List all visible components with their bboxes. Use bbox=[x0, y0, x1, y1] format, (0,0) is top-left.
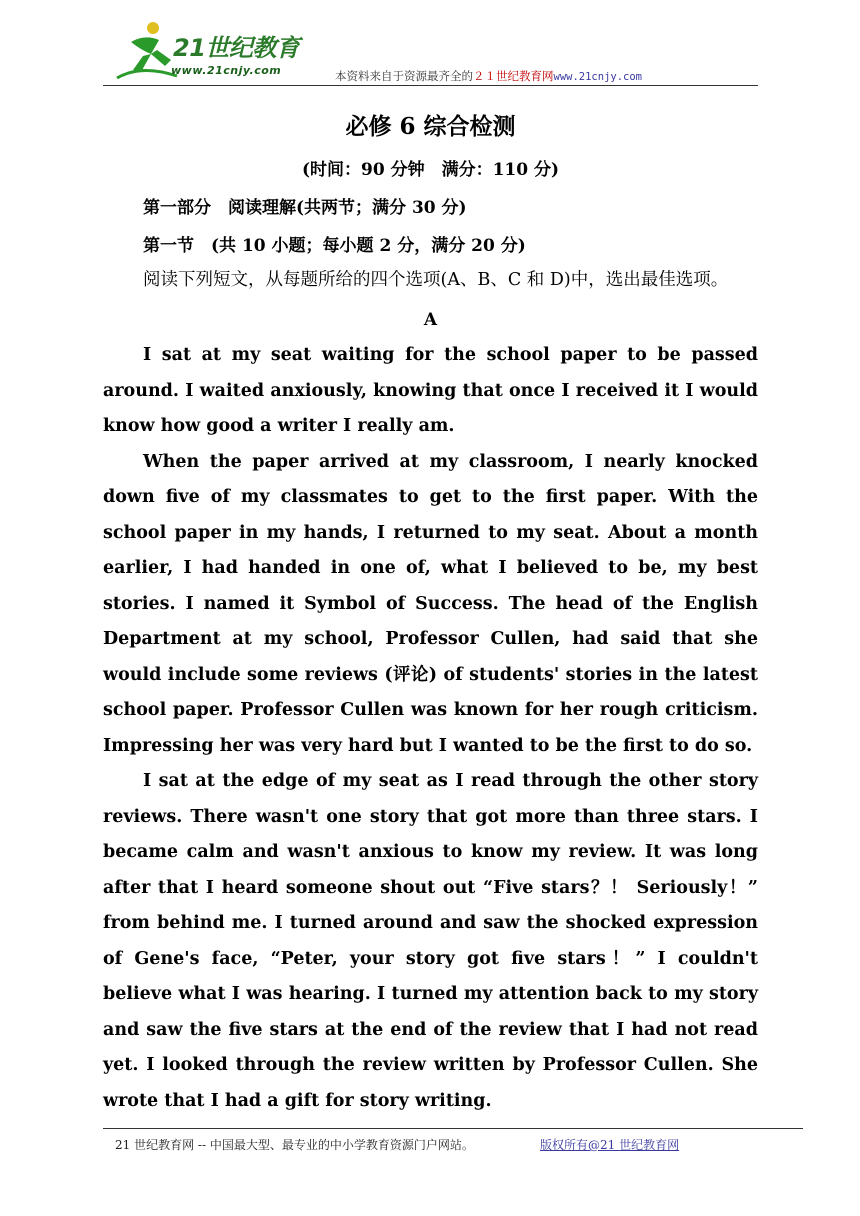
source-url-link[interactable]: www.21cnjy.com bbox=[553, 71, 643, 83]
passage-paragraph: When the paper arrived at my classroom, I nearly knocked down five of my classmates to get to the first paper. With the school paper in my hands, I returned to my seat. About a month earlier, I had handed in one of, what I believed to be, my best stories. I named it Symbol of Success. The head of the English Department at my school, Professor Cullen, had said that she would include some reviews (评论) of students' stories in the latest school paper. Professor Cullen was known for her rough criticism. Impressing her was very hard but I wanted to be the first to do so. bbox=[103, 451, 758, 756]
source-prefix: 本资料来自于资源最齐全的 bbox=[335, 69, 473, 83]
footer-text: 21 世纪教育网 -- 中国最大型、最专业的中小学教育资源门户网站。 bbox=[115, 1138, 474, 1152]
page-title: 必修 6 综合检测 bbox=[345, 113, 516, 140]
header-source-line bbox=[335, 68, 642, 84]
logo-url-text: www.21cnjy.com bbox=[171, 64, 282, 77]
page-header bbox=[103, 14, 758, 86]
passage-label: A bbox=[423, 310, 438, 330]
footer-divider bbox=[103, 1128, 803, 1129]
logo-brand-text: 21世纪教育 bbox=[173, 34, 300, 62]
exam-meta: (时间：90 分钟 满分：110 分) bbox=[301, 160, 560, 180]
passage-paragraph: I sat at the edge of my seat as I read through the other story reviews. There wasn't one story that got more than three stars. I became calm and wasn't anxious to know my review. It was long after that I heard someone shout out “Five stars？！ Seriously！” from behind me. I turned around and saw the shocked expression of Gene's face, “Peter, your story got five stars！” I couldn't believe what I was hearing. I turned my attention back to my story and saw the five stars at the end of the review that I had not read yet. I looked through the review written by Professor Cullen. She wrote that I had a gift for story writing. bbox=[103, 771, 758, 1111]
footer-copyright-link[interactable]: 版权所有@21 世纪教育网 bbox=[540, 1138, 680, 1152]
source-site-link[interactable]: ２１世纪教育网 bbox=[473, 69, 554, 83]
passage-paragraph: I sat at my seat waiting for the school paper to be passed around. I waited anxiously, knowing that once I received it I would know how good a writer I really am. bbox=[103, 345, 758, 436]
header-divider bbox=[103, 85, 758, 86]
site-logo[interactable] bbox=[111, 20, 311, 82]
section-heading: 第一节 (共 10 小题；每小题 2 分，满分 20 分) bbox=[143, 236, 526, 256]
document-body bbox=[103, 100, 758, 1119]
instruction-text: 阅读下列短文，从每题所给的四个选项(A、B、C 和 D)中，选出最佳选项。 bbox=[143, 270, 729, 290]
part-heading: 第一部分 阅读理解(共两节；满分 30 分) bbox=[143, 198, 467, 218]
